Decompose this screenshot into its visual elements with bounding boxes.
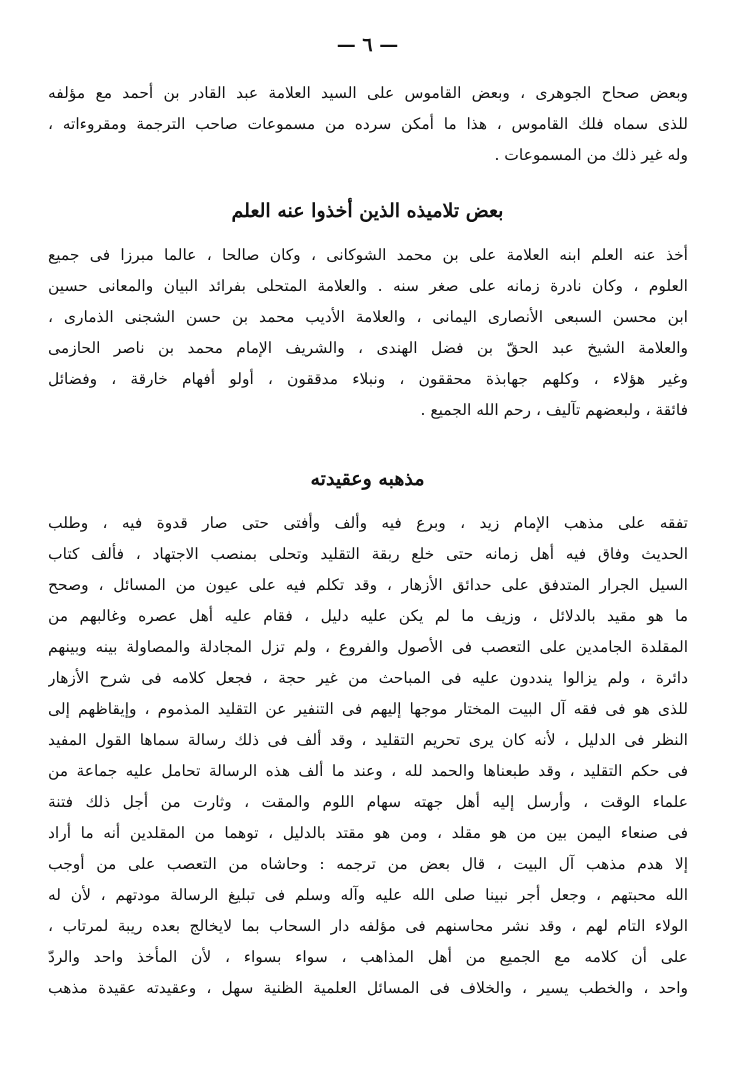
text-line: واحد ، والخطب يسير ، والخلاف فى المسائل العلمية الظنية سهل ، وعقيدته عقيدة مذهب xyxy=(48,979,688,997)
text-line: ما هو مقيد بالدلائل ، وزيف ما لم يكن عليه دليل ، فقام عليه أهل عصره وغالبهم من xyxy=(48,607,688,625)
text-line: الله محبتهم ، وجعل أجر نبينا صلى الله عليه وآله وسلم فى تبليغ الرسالة مودتهم ، لأن له xyxy=(48,886,688,904)
text-line: السيل الجرار المتدفق على حدائق الأزهار ، وقد تكلم فيه على عيون من المسائل ، وصحح xyxy=(48,576,688,594)
text-line: علماء الوقت ، وأرسل إليه أهل جهته سهام اللوم والمقت ، وثارت من أجل ذلك فتنة xyxy=(48,793,688,811)
text-line: فى حكم التقليد ، وقد طبعناها والحمد لله ، وعند ما ألف هذه الرسالة تحامل عليه جماعة من xyxy=(48,762,688,780)
text-line: وبعض صحاح الجوهرى ، وبعض القاموس على السيد العلامة عبد القادر بن أحمد مع مؤلفه xyxy=(48,84,688,102)
doctrine-paragraph xyxy=(48,508,688,1004)
intro-paragraph xyxy=(48,78,688,171)
students-paragraph xyxy=(48,240,688,426)
text-line: فائقة ، ولبعضهم تآليف ، رحم الله الجميع . xyxy=(420,401,688,419)
text-line: إلا هدم مذهب آل البيت ، قال بعض من ترجمه : وحاشاه من التعصب على من أوجب xyxy=(48,855,688,873)
text-line: الولاء التام لهم ، وقد نشر محاسنهم فى مؤلفه دار السحاب بما لايخالج بعده ريبة لمرتاب ، xyxy=(48,917,688,935)
text-line: تفقه على مذهب الإمام زيد ، وبرع فيه وألف وأفتى حتى صار قدوة فيه ، وطلب xyxy=(48,514,688,532)
text-line: العلوم ، وكان نادرة زمانه على صغر سنه . والعلامة المتحلى بفرائد البيان والمعانى حسين xyxy=(48,277,688,295)
text-line: على أن كلامه مع الجميع من أهل المذاهب ، سواء بسواء ، لأن المأخذ واحد والردّ xyxy=(48,948,688,966)
text-line: الحديث وفاق فيه أهل زمانه حتى خلع ربقة التقليد وتحلى بمنصب الاجتهاد ، فألف كتاب xyxy=(48,545,688,563)
text-line: دائرة ، ولم يزالوا ينددون عليه فى المباحث من غير حجة ، فجعل كلامه فى شرح الأزهار xyxy=(48,669,688,687)
text-line: وغير هؤلاء ، وكلهم جهابذة محققون ، ونبلاء مدققون ، أولو أفهام خارقة ، وفضائل xyxy=(48,370,688,388)
text-line: أخذ عنه العلم ابنه العلامة على بن محمد الشوكانى ، وكان صالحا ، عالما مبرزا فى جميع xyxy=(48,246,688,264)
text-line: فى صنعاء اليمن بين من هو مقلد ، ومن هو مقتد بالدليل ، توهما من المقلدين أنه ما أراد xyxy=(48,824,688,842)
page-number: — ٦ — xyxy=(336,34,399,56)
text-line: ابن محسن السبعى الأنصارى اليمانى ، والعلامة الأديب محمد بن حسن الشجنى الذمارى ، xyxy=(48,308,688,326)
section-heading-doctrine: مذهبه وعقيدته xyxy=(310,468,425,490)
section-heading-students: بعض تلاميذه الذين أخذوا عنه العلم xyxy=(231,200,504,222)
text-line: للذى سماه فلك القاموس ، هذا ما أمكن سرده من مسموعات صاحب الترجمة ومقروءاته ، xyxy=(48,115,688,133)
text-line: والعلامة الشيخ عبد الحقّ بن فضل الهندى ، والشريف الإمام محمد بن ناصر الحازمى xyxy=(48,339,688,357)
text-line: وله غير ذلك من المسموعات . xyxy=(494,146,688,164)
text-line: النظر فى الدليل ، لأنه كان يرى تحريم التقليد ، وقد ألف فى ذلك رسالة سماها القول المفيد xyxy=(48,731,688,749)
text-line: للذى هو فى فقه آل البيت المختار موجها إليهم فى التنفير عن التقليد المذموم ، وإيقاظهم إلى xyxy=(48,700,688,718)
text-line: المقلدة الجامدين على التعصب فى الأصول والفروع ، ولم تزل المجادلة والمصاولة بينه وبينهم xyxy=(48,638,688,656)
